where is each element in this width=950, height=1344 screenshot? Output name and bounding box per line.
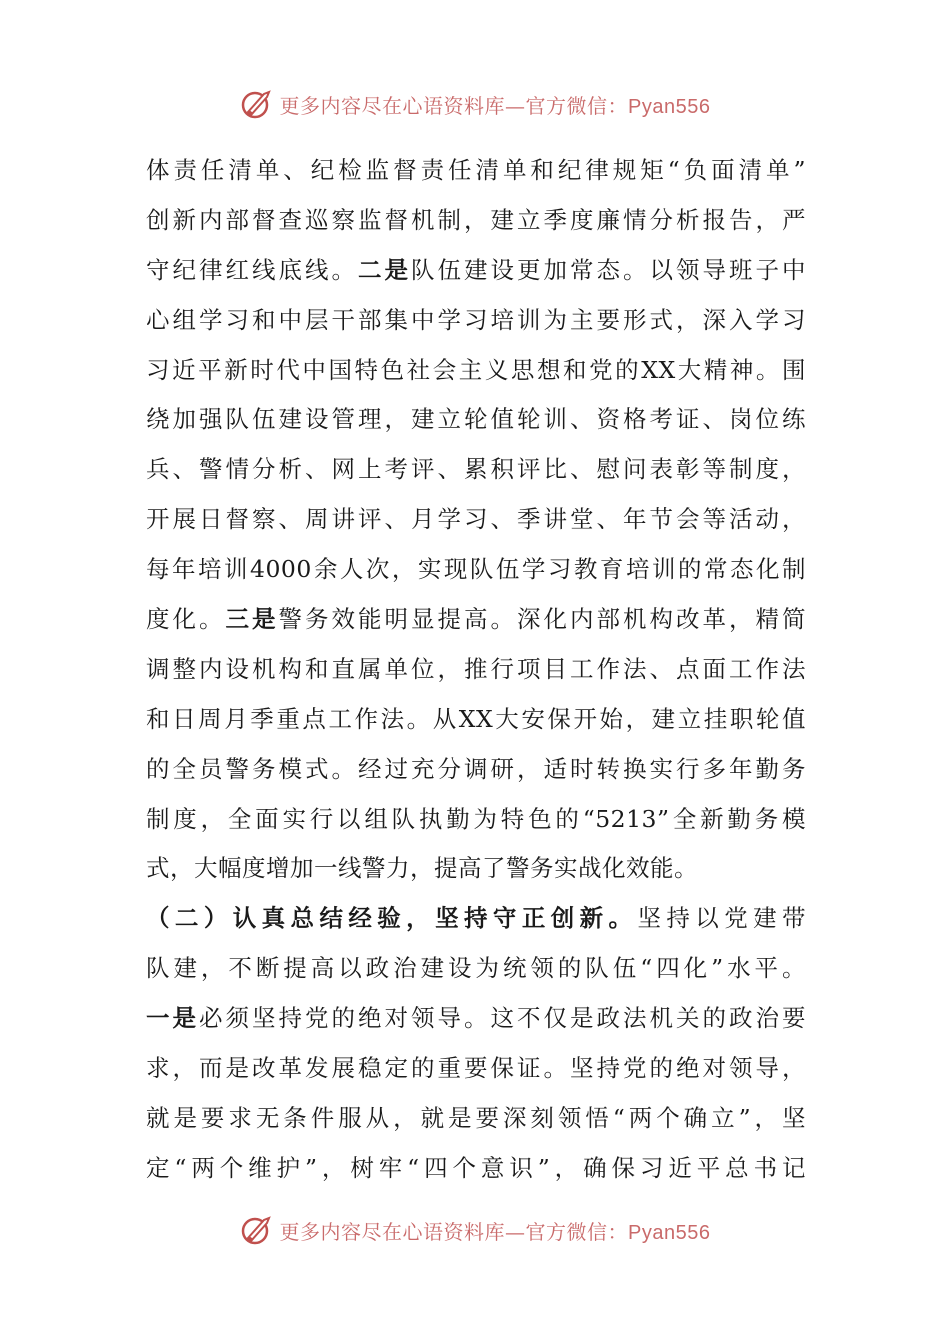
text-line: 习近平新时代中国特色社会主义思想和党的XX大精神。围 — [146, 355, 806, 384]
emphasis-san-shi: 三是 — [225, 605, 279, 634]
text-line: 调整内设机构和直属单位，推行项目工作法、点面工作法 — [146, 654, 806, 683]
text-line: 绕加强队伍建设管理，建立轮值轮训、资格考证、岗位练 — [146, 405, 806, 434]
header-wechat-id: Pyan556 — [628, 95, 711, 118]
text-line: 心组学习和中层干部集中学习培训为主要形式，深入学习 — [146, 305, 806, 334]
text-line: 就是要求无条件服从，就是要深刻领悟“两个确立”，坚 — [146, 1103, 806, 1132]
text-line: 每年培训4000余人次，实现队伍学习教育培训的常态化制 — [146, 555, 806, 584]
text-line: 求，而是改革发展稳定的重要保证。坚持党的绝对领导， — [146, 1054, 806, 1083]
emphasis-er-shi: 二是 — [358, 255, 411, 284]
text-line: 定“两个维护”，树牢“四个意识”，确保习近平总书记 — [146, 1153, 806, 1182]
footer-banner-text: 更多内容尽在心语资料库—官方微信：Pyan556 — [279, 1219, 711, 1244]
section-heading-line: （二）认真总结经验，坚持守正创新。坚持以党建带 — [146, 904, 807, 933]
pen-logo-icon — [240, 87, 274, 121]
text-line: 创新内部督查巡察监督机制，建立季度廉情分析报告，严 — [146, 205, 806, 234]
text-line: 制度，全面实行以组队执勤为特色的“5213”全新勤务模 — [146, 804, 806, 833]
text-line: 一是必须坚持党的绝对领导。这不仅是政法机关的政治要 — [146, 1004, 806, 1033]
text-line: 开展日督察、周讲评、月学习、季讲堂、年节会等活动， — [146, 505, 806, 534]
text-line: 和日周月季重点工作法。从XX大安保开始，建立挂职轮值 — [146, 704, 806, 733]
section-heading: （二）认真总结经验，坚持守正创新。 — [146, 904, 638, 933]
text-line: 式，大幅度增加一线警力，提高了警务实战化效能。 — [146, 854, 698, 883]
text-line: 体责任清单、纪检监督责任清单和纪律规矩“负面清单” — [146, 156, 806, 184]
text-line: 队建，不断提高以政治建设为统领的队伍“四化”水平。 — [146, 954, 806, 983]
header-banner-text: 更多内容尽在心语资料库—官方微信：Pyan556 — [279, 93, 711, 118]
footer-banner — [0, 1210, 950, 1250]
text-line: 兵、警情分析、网上考评、累积评比、慰问表彰等制度， — [146, 455, 806, 484]
text-line: 的全员警务模式。经过充分调研，适时转换实行多年勤务 — [146, 754, 806, 783]
emphasis-yi-shi: 一是 — [146, 1004, 199, 1033]
document-body — [146, 146, 806, 1194]
text-line: 守纪律红线底线。二是队伍建设更加常态。以领导班子中 — [146, 255, 806, 284]
header-banner — [0, 84, 950, 124]
text-line: 度化。三是警务效能明显提高。深化内部机构改革，精简 — [146, 605, 806, 634]
footer-wechat-id: Pyan556 — [628, 1221, 711, 1244]
pen-logo-icon — [240, 1213, 274, 1247]
